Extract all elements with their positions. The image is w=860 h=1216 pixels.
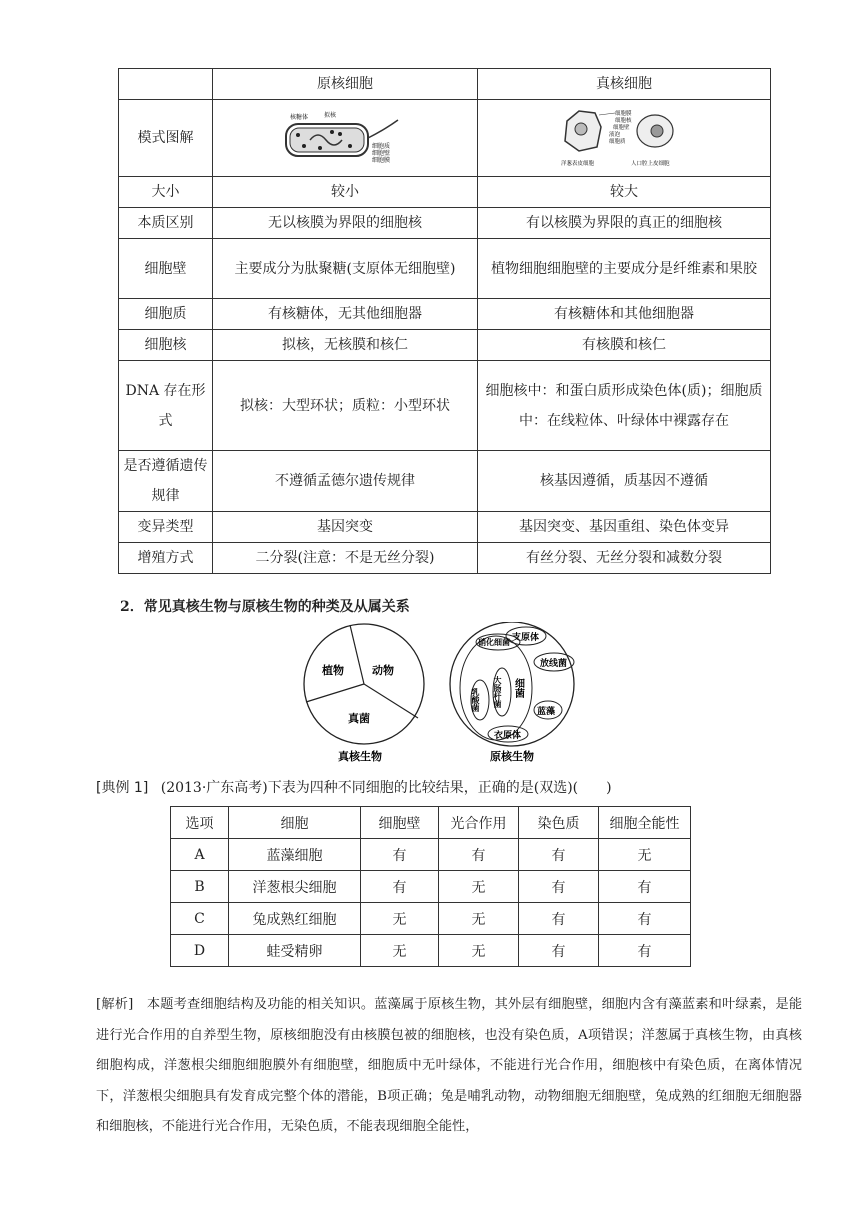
- opt-header: 细胞: [229, 807, 361, 839]
- eu-cell: 较大: [478, 177, 771, 208]
- opt-cell: 洋葱根尖细胞: [229, 871, 361, 903]
- analysis-tag: [解析]: [96, 997, 134, 1012]
- opt-cell: 有: [519, 871, 599, 903]
- eu-cell: 有以核膜为界限的真正的细胞核: [478, 208, 771, 239]
- label-ribosome: 核糖体: [290, 114, 309, 121]
- label-ecoli: 大肠杆菌: [493, 676, 503, 708]
- pro-cell: 不遵循孟德尔遗传规律: [213, 451, 478, 512]
- header-prokaryote: 原核细胞: [213, 69, 478, 100]
- opt-cell: 蛙受精卵: [229, 935, 361, 967]
- opt-header: 细胞全能性: [599, 807, 691, 839]
- eu-cell: 有核膜和核仁: [478, 330, 771, 361]
- label-chlamydia: 衣原体: [494, 731, 522, 741]
- opt-cell: B: [171, 871, 229, 903]
- label-eu-wall: 细胞壁: [613, 125, 630, 131]
- opt-cell: 有: [599, 871, 691, 903]
- label-nitrifying: 硝化细菌: [478, 637, 510, 647]
- opt-cell: 无: [599, 839, 691, 871]
- row-label: 增殖方式: [119, 543, 213, 574]
- eukaryote-diagram: [478, 100, 771, 177]
- label-lactobacillus: 乳酸菌: [471, 688, 481, 712]
- opt-header: 选项: [171, 807, 229, 839]
- eu-cell: 植物细胞细胞壁的主要成分是纤维素和果胶: [478, 239, 771, 299]
- label-fungi: 真菌: [348, 712, 370, 725]
- label-nucleoid: 拟核: [324, 112, 337, 119]
- analysis-paragraph: [96, 990, 802, 1143]
- label-cell-wall: 细胞壁: [372, 150, 391, 157]
- example-tag: [典例 1]: [96, 780, 149, 796]
- row-label: 大小: [119, 177, 213, 208]
- example-question: [96, 777, 612, 797]
- label-cheek-cell: 人口腔上皮细胞: [631, 161, 670, 167]
- example-text: 下表为四种不同细胞的比较结果，正确的是(双选)( ): [267, 780, 612, 796]
- example-source: (2013·广东高考): [160, 780, 268, 796]
- eukaryote-caption: 真核生物: [338, 750, 382, 763]
- options-table: [170, 806, 691, 967]
- analysis-text: 本题考查细胞结构及功能的相关知识。蓝藻属于原核生物，其外层有细胞壁，细胞内含有藻蓝素和叶绿素，是能进行光合作用的自养型生物，原核细胞没有由核膜包被的细胞核，也没有染色质，A项错误；洋葱属于真核生物，由真核细胞构成，洋葱根尖细胞细胞膜外有细胞壁，细胞质中无叶绿体，不能进行光合作用，细胞核中有染色质，在离体情况下，洋葱根尖细胞具有发育成完整个体的潜能，B项正确；兔是哺乳动物，动物细胞无细胞壁，兔成熟的红细胞无细胞器和细胞核，不能进行光合作用，无染色质，不能表现细胞全能性，: [96, 997, 803, 1134]
- prokaryote-cell-image: [280, 108, 410, 168]
- comparison-table: [118, 68, 771, 574]
- eu-cell: 细胞核中：和蛋白质形成染色体(质)；细胞质中：在线粒体、叶绿体中裸露存在: [478, 361, 771, 451]
- row-label: DNA 存在形式: [119, 361, 213, 451]
- header-blank: [119, 69, 213, 100]
- opt-cell: 无: [439, 935, 519, 967]
- row-label: 变异类型: [119, 512, 213, 543]
- opt-cell: 有: [599, 935, 691, 967]
- opt-cell: 有: [519, 935, 599, 967]
- label-membrane: 细胞膜: [372, 157, 391, 164]
- eu-cell: 有丝分裂、无丝分裂和减数分裂: [478, 543, 771, 574]
- label-animal: 动物: [372, 664, 394, 677]
- section-title: 2．常见真核生物与原核生物的种类及从属关系: [120, 599, 410, 615]
- pro-cell: 无以核膜为界限的细胞核: [213, 208, 478, 239]
- pro-cell: 较小: [213, 177, 478, 208]
- eukaryote-cell-image: [559, 105, 689, 171]
- opt-cell: A: [171, 839, 229, 871]
- opt-cell: 无: [361, 903, 439, 935]
- label-cytoplasm: 细胞质: [372, 143, 391, 150]
- eu-cell: 有核糖体和其他细胞器: [478, 299, 771, 330]
- opt-cell: 有: [361, 871, 439, 903]
- row-label: 模式图解: [119, 100, 213, 177]
- opt-cell: 无: [439, 871, 519, 903]
- pro-cell: 有核糖体，无其他细胞器: [213, 299, 478, 330]
- opt-cell: C: [171, 903, 229, 935]
- pro-cell: 拟核：大型环状；质粒：小型环状: [213, 361, 478, 451]
- opt-cell: 有: [519, 903, 599, 935]
- opt-header: 染色质: [519, 807, 599, 839]
- label-eu-membrane: 细胞膜: [615, 111, 632, 117]
- label-cyanobacteria: 蓝藻: [537, 707, 556, 717]
- row-label: 本质区别: [119, 208, 213, 239]
- label-bacteria: 细菌: [512, 678, 524, 698]
- pro-cell: 基因突变: [213, 512, 478, 543]
- pro-cell: 主要成分为肽聚糖(支原体无细胞壁): [213, 239, 478, 299]
- opt-cell: 有: [519, 839, 599, 871]
- pro-cell: 拟核，无核膜和核仁: [213, 330, 478, 361]
- opt-cell: 有: [439, 839, 519, 871]
- eu-cell: 核基因遵循，质基因不遵循: [478, 451, 771, 512]
- pro-cell: 二分裂(注意：不是无丝分裂): [213, 543, 478, 574]
- label-actinomycete: 放线菌: [540, 659, 568, 669]
- row-label: 细胞壁: [119, 239, 213, 299]
- opt-header: 光合作用: [439, 807, 519, 839]
- opt-cell: 无: [361, 935, 439, 967]
- label-plant: 植物: [322, 664, 344, 677]
- opt-cell: 蓝藻细胞: [229, 839, 361, 871]
- opt-cell: D: [171, 935, 229, 967]
- label-onion-cell: 洋葱表皮细胞: [561, 161, 595, 167]
- label-eu-vacuole: 液泡: [609, 132, 621, 138]
- eu-cell: 基因突变、基因重组、染色体变异: [478, 512, 771, 543]
- opt-cell: 无: [439, 903, 519, 935]
- opt-cell: 兔成熟红细胞: [229, 903, 361, 935]
- row-label: 细胞核: [119, 330, 213, 361]
- opt-header: 细胞壁: [361, 807, 439, 839]
- prokaryote-caption: 原核生物: [490, 750, 534, 763]
- header-eukaryote: 真核细胞: [478, 69, 771, 100]
- opt-cell: 有: [599, 903, 691, 935]
- opt-cell: 有: [361, 839, 439, 871]
- label-mycoplasma: 支原体: [512, 633, 540, 643]
- label-eu-nucleus: 细胞核: [615, 118, 632, 124]
- prokaryote-diagram: [213, 100, 478, 177]
- organism-diagram: [300, 622, 580, 766]
- row-label: 是否遵循遗传规律: [119, 451, 213, 512]
- label-eu-cytoplasm: 细胞质: [609, 139, 626, 145]
- row-label: 细胞质: [119, 299, 213, 330]
